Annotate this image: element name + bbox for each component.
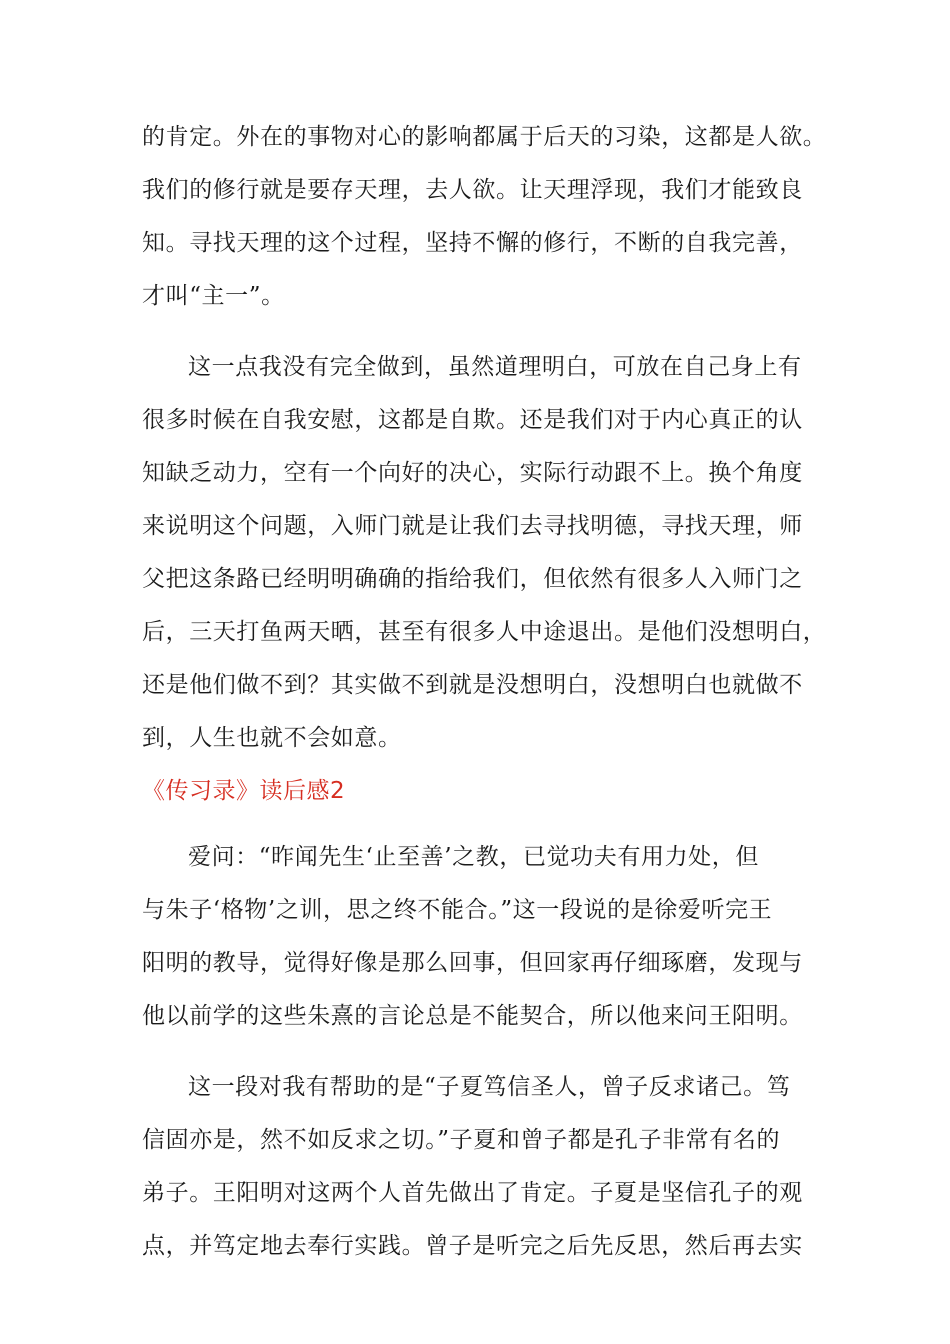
text-line: 知。寻找天理的这个过程，坚持不懈的修行，不断的自我完善， bbox=[142, 230, 803, 256]
document-body bbox=[142, 118, 827, 1280]
paragraph bbox=[142, 1068, 814, 1265]
text-line: 信固亦是，然不如反求之切。”子夏和曾子都是孔子非常有名的 bbox=[142, 1127, 781, 1153]
text-line: 这一点我没有完全做到，虽然道理明白，可放在自己身上有 bbox=[188, 354, 802, 380]
paragraph bbox=[142, 118, 827, 315]
text-line: 弟子。王阳明对这两个人首先做出了肯定。子夏是坚信孔子的观 bbox=[142, 1180, 803, 1206]
text-line: 后，三天打鱼两天晒，甚至有很多人中途退出。是他们没想明白， bbox=[142, 619, 827, 645]
text-line: 我们的修行就是要存天理，去人欲。让天理浮现，我们才能致良 bbox=[142, 177, 803, 203]
paragraph-gap bbox=[142, 1050, 814, 1068]
text-line: 爱问：“昨闻先生‘止至善’之教，已觉功夫有用力处，但 bbox=[188, 844, 759, 870]
text-line: 他以前学的这些朱熹的言论总是不能契合，所以他来问王阳明。 bbox=[142, 1003, 803, 1029]
text-line: 才叫“主一”。 bbox=[142, 283, 285, 309]
paragraph-gap bbox=[142, 330, 814, 348]
text-line: 点，并笃定地去奉行实践。曾子是听完之后先反思，然后再去实 bbox=[142, 1233, 803, 1259]
text-line: 很多时候在自我安慰，这都是自欺。还是我们对于内心真正的认 bbox=[142, 407, 803, 433]
text-line: 知缺乏动力，空有一个向好的决心，实际行动跟不上。换个角度 bbox=[142, 460, 803, 486]
text-line: 阳明的教导，觉得好像是那么回事，但回家再仔细琢磨，发现与 bbox=[142, 950, 803, 976]
text-line: 这一段对我有帮助的是“子夏笃信圣人，曾子反求诸己。笃 bbox=[188, 1074, 791, 1100]
text-line: 的肯定。外在的事物对心的影响都属于后天的习染，这都是人欲。 bbox=[142, 124, 827, 150]
section-heading: 《传习录》读后感2 bbox=[142, 778, 346, 804]
text-line: 来说明这个问题，入师门就是让我们去寻找明德，寻找天理，师 bbox=[142, 513, 803, 539]
text-line: 与朱子‘格物’之训，思之终不能合。”这一段说的是徐爱听完王 bbox=[142, 897, 773, 923]
text-line: 到，人生也就不会如意。 bbox=[142, 725, 402, 751]
text-line: 还是他们做不到？其实做不到就是没想明白，没想明白也就做不 bbox=[142, 672, 803, 698]
text-line: 父把这条路已经明明确确的指给我们，但依然有很多人入师门之 bbox=[142, 566, 803, 592]
paragraph bbox=[142, 348, 827, 757]
paragraph bbox=[142, 838, 814, 1035]
